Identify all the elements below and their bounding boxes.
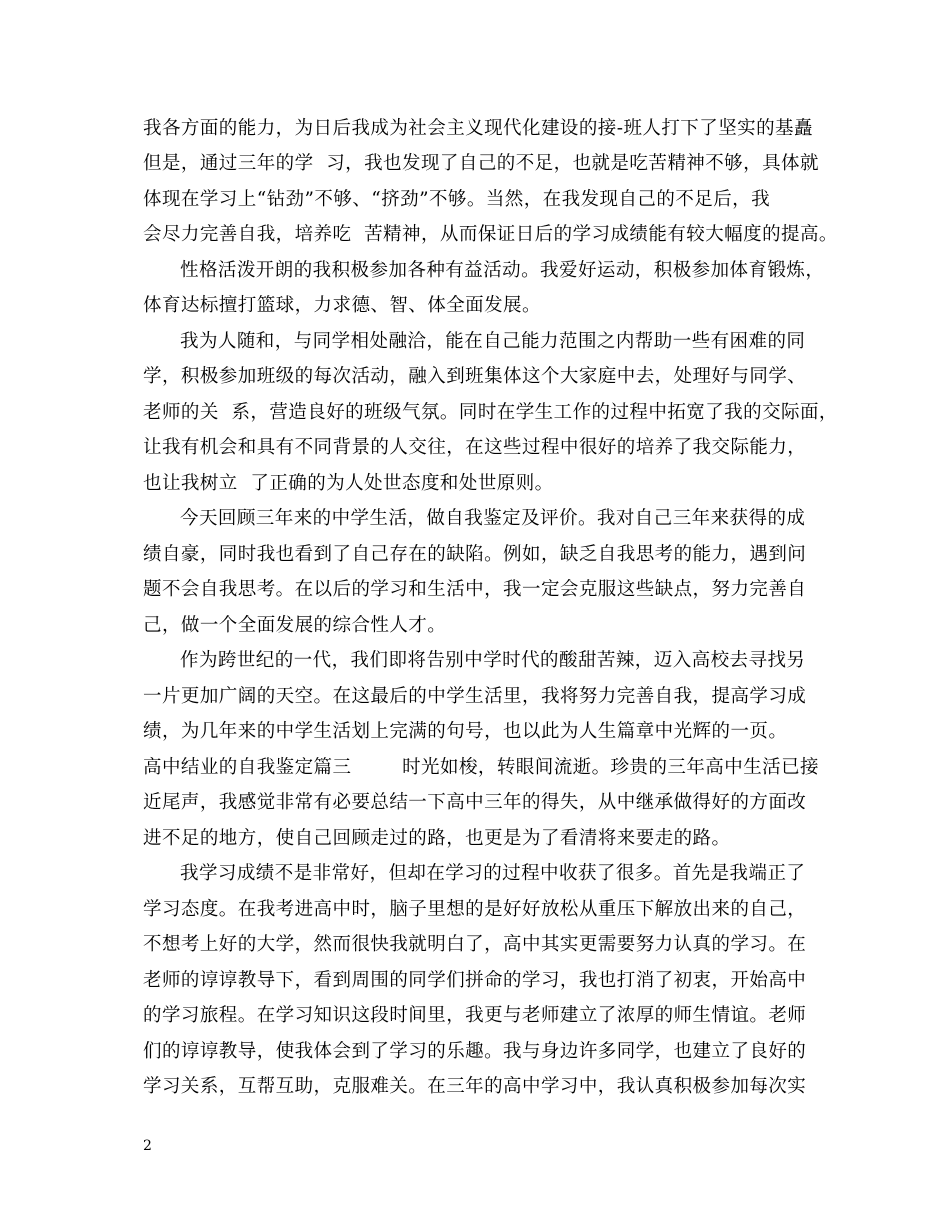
text-line: 体现在学习上“钻劲”不够、“挤劲”不够。当然，在我发现自己的不足后，我: [143, 189, 771, 210]
text-line: 一片更加广阔的天空。在这最后的中学生活里，我将努力完善自我，提高学习成: [143, 686, 807, 707]
text-line: 进不足的地方，使自己回顾走过的路，也更是为了看清将来要走的路。: [143, 828, 731, 849]
text-line: 己，做一个全面发展的综合性人才。: [143, 615, 447, 636]
text-line: 们的谆谆教导，使我体会到了学习的乐趣。我与身边许多同学，也建立了良好的: [143, 1041, 807, 1062]
text-line: 不想考上好的大学，然而很快我就明白了，高中其实更需要努力认真的学习。在: [143, 934, 807, 955]
text-line: 老师的关 系，营造良好的班级气氛。同时在学生工作的过程中拓宽了我的交际面，: [143, 402, 838, 423]
text-line: 学习态度。在我考进高中时，脑子里想的是好好放松从重压下解放出来的自己，: [143, 899, 807, 920]
text-line: 今天回顾三年来的中学生活，做自我鉴定及评价。我对自己三年来获得的成: [180, 508, 806, 529]
text-line: 也让我树立 了正确的为人处世态度和处世原则。: [143, 473, 554, 494]
text-line: 但是，通过三年的学 习，我也发现了自己的不足，也就是吃苦精神不够，具体就: [143, 153, 819, 174]
text-line: 我各方面的能力，为日后我成为社会主义现代化建设的接-班人打下了坚实的基矗: [143, 118, 813, 139]
text-line: 性格活泼开朗的我积极参加各种有益活动。我爱好运动，积极参加体育锻炼，: [180, 260, 825, 281]
text-line: 绩自豪，同时我也看到了自己存在的缺陷。例如，缺乏自我思考的能力，遇到问: [143, 544, 807, 565]
text-line: 让我有机会和具有不同背景的人交往，在这些过程中很好的培养了我交际能力，: [143, 437, 807, 458]
text-line: 学习关系，互帮互助，克服难关。在三年的高中学习中，我认真积极参加每次实: [143, 1076, 807, 1097]
text-line: 作为跨世纪的一代，我们即将告别中学时代的酸甜苦辣，迈入高校去寻找另: [180, 650, 806, 671]
text-line: 老师的谆谆教导下，看到周围的同学们拼命的学习，我也打消了初衷，开始高中: [143, 970, 807, 991]
text-line: 学，积极参加班级的每次活动，融入到班集体这个大家庭中去，处理好与同学、: [143, 366, 807, 387]
text-line: 我为人随和，与同学相处融洽，能在自己能力范围之内帮助一些有困难的同: [180, 331, 806, 352]
text-line: 绩，为几年来的中学生活划上完满的句号，也以此为人生篇章中光辉的一页。: [143, 721, 788, 742]
text-line: 体育达标擅打篮球，力求德、智、体全面发展。: [143, 295, 541, 316]
text-line: 近尾声，我感觉非常有必要总结一下高中三年的得失，从中继承做得好的方面改: [143, 792, 807, 813]
page-number: 2: [143, 1138, 152, 1154]
text-line: 题不会自我思考。在以后的学习和生活中，我一定会克服这些缺点，努力完善自: [143, 579, 807, 600]
text-line: 高中结业的自我鉴定篇三 时光如梭，转眼间流逝。珍贵的三年高中生活已接: [143, 757, 819, 778]
text-line: 我学习成绩不是非常好，但却在学习的过程中收获了很多。首先是我端正了: [180, 863, 806, 884]
text-line: 会尽力完善自我，培养吃 苦精神，从而保证日后的学习成绩能有较大幅度的提高。: [143, 224, 838, 245]
text-line: 的学习旅程。在学习知识这段时间里，我更与老师建立了浓厚的师生情谊。老师: [143, 1005, 807, 1026]
